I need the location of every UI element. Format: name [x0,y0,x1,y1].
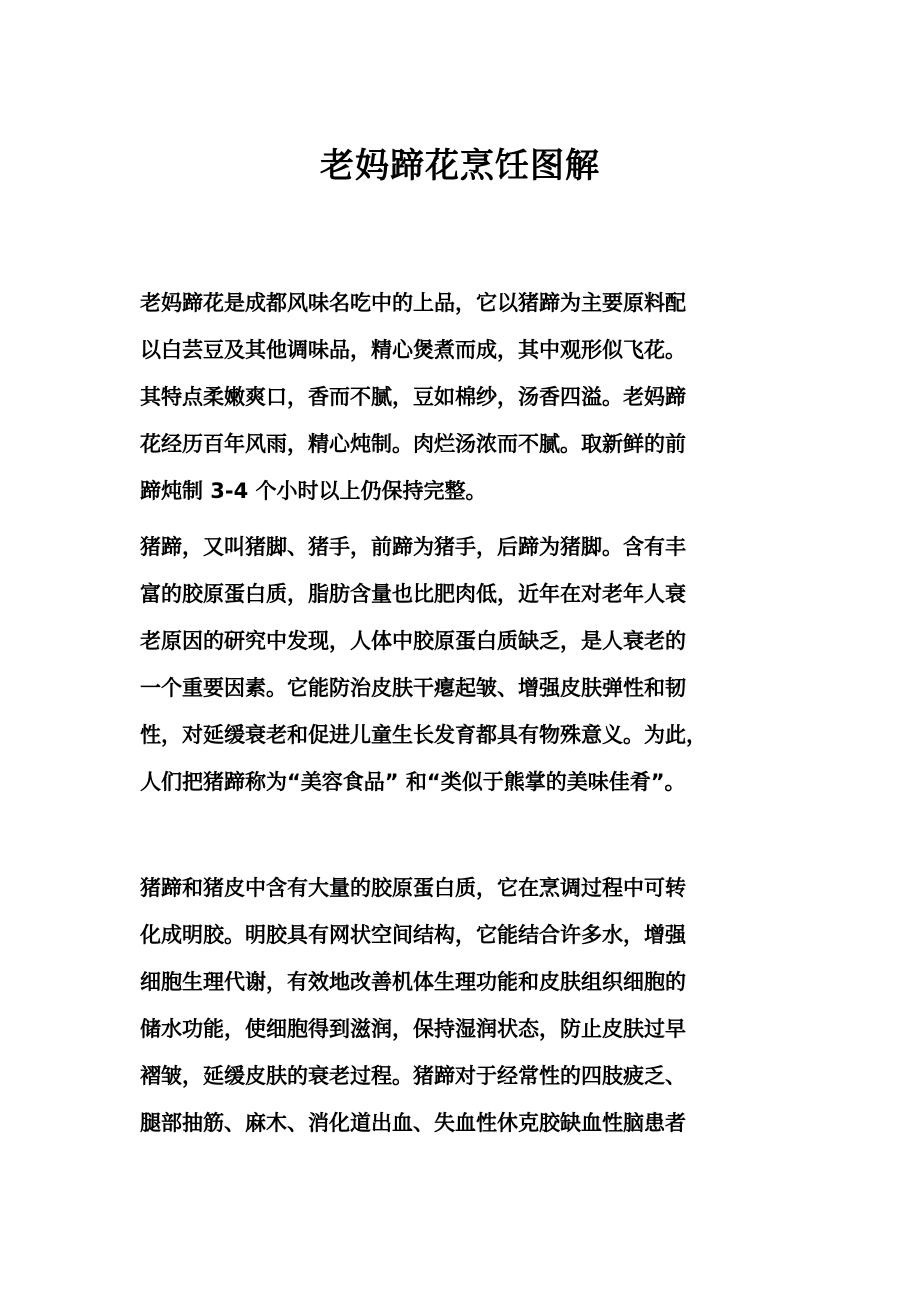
document-title: 老妈蹄花烹饪图解 [320,145,600,186]
paragraph-line: 其特点柔嫩爽口，香而不腻，豆如棉纱，汤香四溢。老妈蹄 [140,385,686,409]
paragraph-intro [140,280,782,515]
paragraph-line: 老原因的研究中发现，人体中胶原蛋白质缺乏，是人衰老的 [140,629,686,653]
paragraph-line: 褶皱，延缓皮肤的衰老过程。猪蹄对于经常性的四肢疲乏、 [140,1064,686,1088]
paragraph-line: 化成明胶。明胶具有网状空间结构，它能结合许多水，增强 [140,923,686,947]
paragraph-line: 细胞生理代谢，有效地改善机体生理功能和皮肤组织细胞的 [140,970,686,994]
paragraph-line: 蹄炖制 3-4 个小时以上仍保持完整。 [140,479,487,503]
paragraph-line: 猪蹄和猪皮中含有大量的胶原蛋白质，它在烹调过程中可转 [140,876,686,900]
paragraph-line: 花经历百年风雨，精心炖制。肉烂汤浓而不腻。取新鲜的前 [140,432,686,456]
paragraph-line: 储水功能，使细胞得到滋润，保持湿润状态，防止皮肤过早 [140,1017,686,1041]
paragraph-collagen [140,865,782,1147]
paragraph-line: 以白芸豆及其他调味品，精心煲煮而成，其中观形似飞花。 [140,338,686,362]
paragraph-line: 老妈蹄花是成都风味名吃中的上品，它以猪蹄为主要原料配 [140,291,686,315]
paragraph-line: 人们把猪蹄称为“美容食品” 和“类似于熊掌的美味佳肴”。 [140,770,686,794]
paragraph-line: 腿部抽筋、麻木、消化道出血、失血性休克胶缺血性脑患者 [140,1111,686,1135]
paragraph-line: 猪蹄，又叫猪脚、猪手，前蹄为猪手，后蹄为猪脚。含有丰 [140,535,686,559]
paragraph-line: 富的胶原蛋白质，脂肪含量也比肥肉低，近年在对老年人衰 [140,582,686,606]
paragraph-line: 性，对延缓衰老和促进儿童生长发育都具有物殊意义。为此， [140,723,707,747]
paragraph-pig-trotter [140,524,782,806]
paragraph-line: 一个重要因素。它能防治皮肤干瘪起皱、增强皮肤弹性和韧 [140,676,686,700]
